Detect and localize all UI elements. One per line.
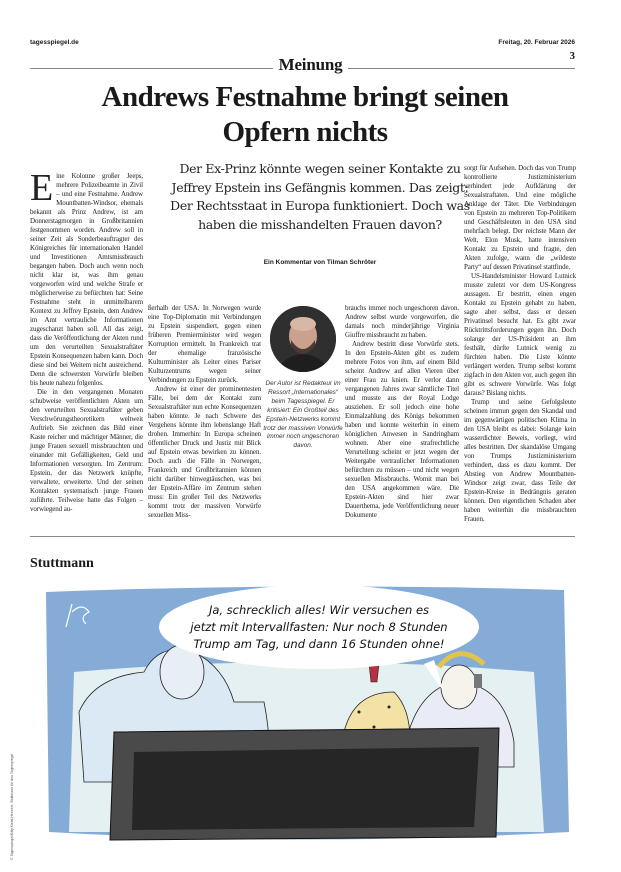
- paragraph: Die in den vergangenen Monaten schubweise veröffentlichten Akten um den verurteilten Sexualstraftäter geben Verschwörungstheoretikern weltweit Auftrieb. Sie zeichnen das Bild einer Kaste reicher und mächtiger Männer, die junge Frauen sexuell missbrauchten und einander mit Gefälligkeiten, Geld und Informationen versorgten. Im Zentrum: Epstein, der das Netzwerk knüpfte, verwaltete, erweiterte. Und der seinen Kontakten systematisch junge Frauen zuführte. Teilweise hatte das Folgen – vorwiegend au-: [30, 388, 143, 513]
- photo-caption: Der Autor ist Redakteur im Ressort „Internationales“ beim Tagesspiegel. Er kritisiert: Ein Großteil des Epstein-Netzwerks kommt trotz der massiven Vorwürfe immer noch ungeschoren davon.: [263, 380, 343, 450]
- paragraph: US-Handelsminister Howard Lutnick musste zuletzt vor dem US-Kongress aussagen. Er bestritt, einen engen Kontakt zu Epstein gehabt zu haben, sagte aber selbst, dass er dessen Privatinsel besucht hat. Es gibt zwar Rücktrittsforderungen gegen ihn. Doch solange der US-Präsident an ihm festhält, dürfte Lutnick wenig zu fürchten haben. Die Liste könnte verlängert werden. Trump selbst kommt zigfach in den Akten vor, auch gegen ihn gibt es schwere Vorwürfe. Was folgt daraus? Bislang nichts.: [464, 272, 576, 397]
- column-2: [148, 304, 261, 520]
- image-credit: © Tagesspiegel/Kitty Kleist-Heinrich; Stuttmann für den Tagesspiegel: [10, 753, 14, 860]
- byline: Ein Kommentar von Tilman Schröter: [263, 259, 377, 266]
- paragraph: [30, 167, 143, 388]
- cartoon-section-title: Stuttmann: [30, 556, 94, 571]
- headline: [40, 80, 570, 150]
- speech-line: Trump am Tag, und dann 16 Stunden ohne!: [193, 637, 445, 651]
- page-number: 3: [569, 50, 575, 62]
- headline-line: Andrews Festnahme bringt seinen: [101, 81, 509, 113]
- column-1: [30, 167, 143, 514]
- speech-line: Ja, schrecklich alles! Wir versuchen es: [208, 603, 430, 617]
- author-photo: [270, 306, 336, 372]
- speech-line: jetzt mit Intervallfasten: Nur noch 8 Stunden: [190, 620, 448, 634]
- paragraph-text: ine Kolonne großer Jeeps, mehrere Polizeibeamte in Zivil – und eine Festnahme. Andrew Mountbatten-Windsor, ehemals bekannt als Prinz Andrew, ist am Donnerstagmorgen in Großbritannien festgenommen worden. Andrew soll in seiner Zeit als Sonderbeauftragter des Königreiches für internationalen Handel und Investitionen Amtsmissbrauch begangen haben. Doch auch wenn noch nicht klar ist, was ihm genau vorgeworfen wird und welche Strafe er möglicherweise zu befürchten hat: Seine Festnahme steht in unmittelbarem Kontext zu Jeffrey Epstein, dem Andrew im Amt vertrauliche Informationen zugeschanzt haben soll. All das zeigt, dass die Veröffentlichung der Akten rund um den verurteilten Sexualstraftäter Epstein Konsequenzen haben kann. Doch diese sind bei Weitem nicht ausreichend. Denn die schwersten Vorwürfe bleiben bis heute nahezu folgenlos.: [30, 172, 143, 387]
- issue-date: Freitag, 20. Februar 2026: [498, 39, 575, 46]
- drop-cap: E: [30, 167, 54, 209]
- author-portrait-icon: [270, 306, 336, 372]
- section-label: Meinung: [273, 55, 349, 74]
- paragraph: Andrew ist einer der prominentesten Fälle, bei dem der Kontakt zum Sexualstraftäter nun echte Konsequenzen haben könnte. Je nach Schwere des Vergehens könnte ihm lebenslange Haft drohen. Immerhin: In Europa scheinen öffentlicher Druck und Justiz mit Blick auf Epstein etwas bewirken zu können. Doch auch die Fälle in Norwegen, Frankreich und Großbritannien können nicht darüber hinwegtäuschen, was bei der Epstein-Affäre im Zentrum stehen muss: Ein großer Teil des Netzwerks kommt trotz der massiven Vorwürfe sexuellen Miss-: [148, 385, 261, 519]
- cartoon: [34, 582, 574, 852]
- tv-screen: [132, 747, 479, 830]
- site-url: tagesspiegel.de: [30, 39, 79, 46]
- section-divider: [30, 536, 575, 537]
- woman-head: [441, 665, 477, 709]
- paragraph: brauchs immer noch ungeschoren davon. Andrew selbst wurde vorgeworfen, die damals noch minderjährige Virginia Giuffre missbraucht zu haben.: [345, 304, 459, 339]
- paragraph: ßerhalb der USA. In Norwegen wurde eine Top-Diplomatin mit Verbindungen zu Epstein suspendiert, gegen einen früheren Premierminister wird wegen Korruption ermittelt. In Frankreich trat der ehemalige französische Kulturminister als Leiter eines Pariser Kulturzentrums wegen seiner Verbindungen zu Epstein zurück.: [148, 304, 261, 384]
- column-3: [345, 304, 459, 520]
- phone: [474, 674, 482, 688]
- headline-line: Opfern nichts: [222, 116, 388, 148]
- cartoon-illustration: [34, 582, 574, 852]
- section-title: [0, 55, 621, 75]
- paragraph: Andrew bestritt diese Vorwürfe stets. In den Epstein-Akten gibt es zudem mehrere Fotos von ihm, auf einem Bild scheint Andrew auf allen Vieren über einer Frau zu knien. Er verlor dann vergangenen Jahres zwar sämtliche Titel und musste aus der Royal Lodge ausziehen. Er soll jedoch eine hohe Einmalzahlung des Königs bekommen haben und konnte weiterhin in einem königlichen Anwesen in Sandringham wohnen. Aber eine strafrechtliche Verurteilung scheint er jetzt wegen der Weitergabe vertraulicher Informationen befürchten zu müssen – und nicht wegen sexuellen Missbrauchs. Womit man bei den USA angekommen wäre. Die Epstein-Akten sind hier zwar Dauerthema, jede Veröffentlichung neuer Dokumente: [345, 340, 459, 519]
- paragraph: Trump und seine Gefolgsleute scheinen immun gegen den Skandal und im gegenwärtigen politischen Klima in den USA bleibt es dabei: Solange kein wasserdichter Beweis, vorliegt, wird alles bestritten. Der skandalöse Umgang von Trumps Justizministerium verhindert, dass es dazu kommt. Der Abstieg von Andrew Mountbatten-Windsor zeigt zwar, dass Teile der Epstein-Kreise in Bedrängnis geraten können. Den eigentlichen Schaden aber haben weiterhin die missbrauchten Frauen.: [464, 398, 576, 523]
- intro-teaser: Der Ex-Prinz könnte wegen seiner Kontakte zu Jeffrey Epstein ins Gefängnis kommen. Das zeigt: Der Rechtsstaat in Europa funktioniert. Doch was haben die misshandelten Frauen davon?: [170, 161, 470, 232]
- paragraph: sorgt für Aufsehen. Doch das von Trump kontrollierte Justizministerium verhindert jede Aufklärung der Sexualstraftaten. Und eine mögliche Anklage der Täter. Die Verbindungen von Epstein zu mehreren Top-Politikern und Geschäftsleuten in den USA sind mehrfach belegt. Der reichste Mann der Welt, Elon Musk, hatte intensiven Kontakt zu Epstein und fragte, den Akten zufolge, wann die „wildeste Party“ auf dessen Privatinsel stattfinde.: [464, 164, 576, 271]
- column-4: [464, 164, 576, 524]
